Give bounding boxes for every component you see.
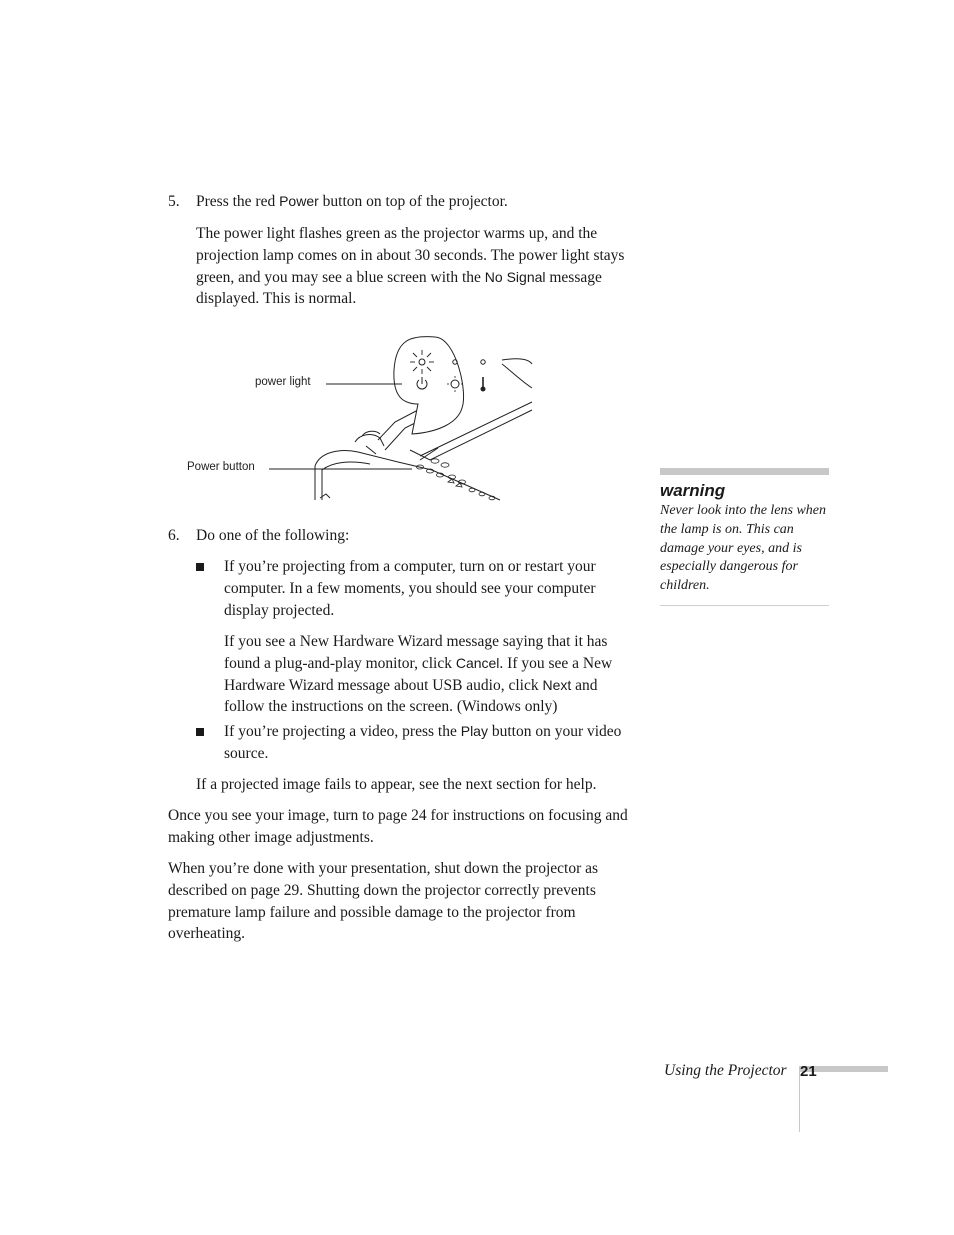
warning-title: warning (660, 481, 726, 500)
paragraph-text: If you’re projecting a video, press the (224, 723, 461, 740)
step-number: 5. (168, 193, 180, 210)
paragraph-text: If you see a New Hardware Wizard message saying that it has found a plug-and-play monitor, click (224, 633, 608, 672)
ui-term-play: Play (460, 723, 488, 739)
warning-body: Never look into the lens when the lamp is on. This can damage your eyes, and is especially dangerous for children. (660, 503, 827, 594)
sidebar-bottom-rule (660, 605, 829, 606)
step-text: Do one of the following: (196, 527, 350, 544)
bullet-icon (196, 563, 204, 571)
ui-term-cancel: Cancel (455, 654, 500, 671)
ui-term-no-signal: No Signal (484, 268, 546, 285)
bullet-icon (196, 728, 204, 736)
step-text-part: button on top of the projector. (318, 193, 508, 210)
list-item-text: If you’re projecting from a computer, turn on or restart your computer. In a few moments, you should see your computer display projected. (224, 558, 596, 619)
step-text-part: Press the red (196, 193, 280, 210)
hardware-wizard-paragraph (224, 631, 634, 718)
paragraph-text: . If you see a New Hardware Wizard message about USB audio, click (224, 654, 613, 694)
done-paragraph: When you’re done with your presentation, shut down the projector as described on page 29. Shutting down the projector correctly prevents premature lamp failure and possible damage to the projector from overheating. (168, 860, 599, 943)
power-button-label: Power button (187, 461, 255, 473)
projector-drawing (180, 330, 540, 502)
footer-section-title: Using the Projector (664, 1062, 787, 1079)
fail-paragraph: If a projected image fails to appear, see the next section for help. (196, 776, 597, 793)
power-light-label: power light (255, 376, 311, 388)
ui-term-next: Next (542, 676, 572, 693)
list-item (196, 556, 616, 621)
step-number: 6. (168, 527, 180, 544)
page-number: 21 (800, 1063, 817, 1080)
warning-sidebar (660, 468, 829, 606)
step-text (196, 191, 508, 213)
once-paragraph: Once you see your image, turn to page 24 for instructions on focusing and making other image adjustments. (168, 807, 628, 846)
paragraph-text: and follow the instructions on the screen. (Windows only) (224, 676, 598, 716)
paragraph-text: The power light flashes green as the projector warms up, and the projection lamp comes on in about 30 seconds. The power light stays green, and you may see a blue screen with the (196, 225, 625, 286)
ui-term-power: Power (279, 193, 319, 209)
power-light-paragraph (196, 223, 636, 310)
sidebar-top-bar (660, 468, 829, 475)
list-item (196, 721, 622, 765)
list-item-text (224, 721, 634, 765)
paragraph-text: button on your video source. (224, 723, 622, 762)
projector-illustration (180, 330, 540, 502)
paragraph-text: message displayed. This is normal. (196, 268, 602, 308)
